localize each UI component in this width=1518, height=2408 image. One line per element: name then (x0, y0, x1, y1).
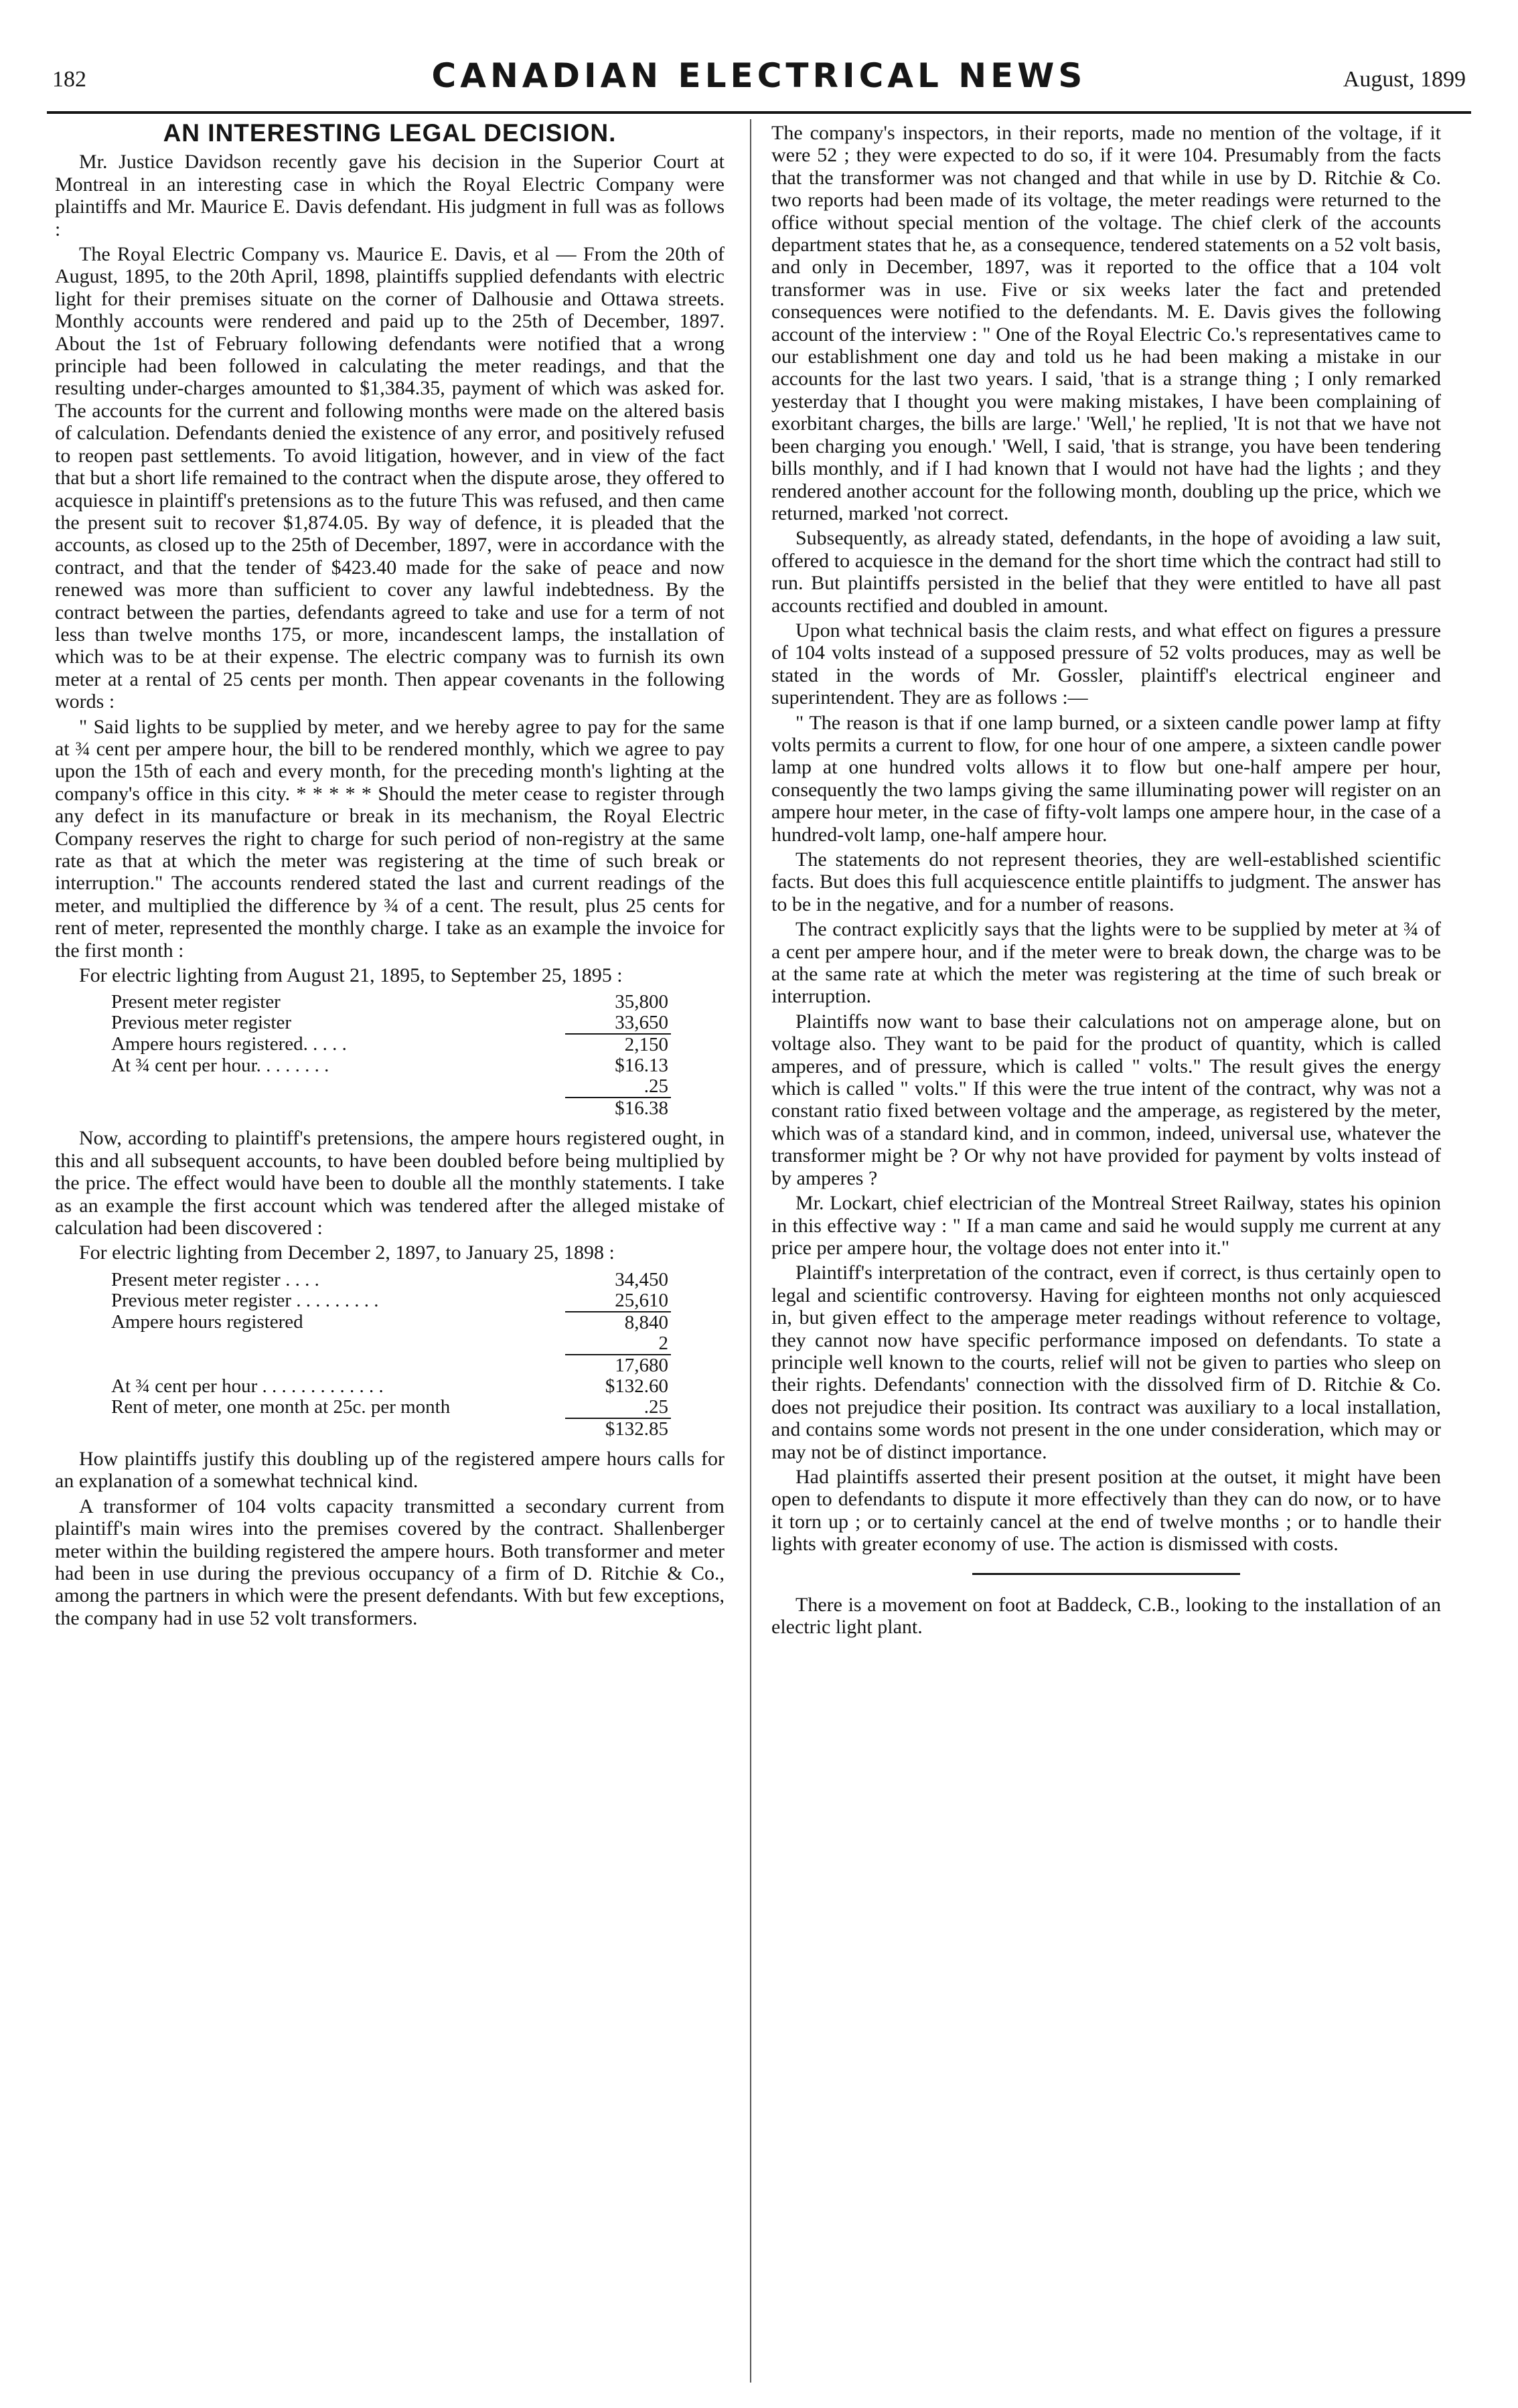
paragraph: Mr. Justice Davidson recently gave his decision in the Superior Court at Montreal in an interesting case in which the Royal Electric Company were plaintiffs and Mr. Maurice E. Davis defendant. His judgment in full was as follows : (55, 151, 725, 240)
invoice-label: Previous meter register . . . . . . . . . (111, 1289, 379, 1311)
paragraph: A transformer of 104 volts capacity transmitted a secondary current from plaintiff's main wires into the premises covered by the contract. Shallenberger meter within the building registered the ampere hours. Both transformer and meter had been in use during the previous occupancy of a firm of D. Ritchie & Co., among the partners in which were the present defendants. With but few exceptions, the company had in use 52 volt transformers. (55, 1495, 725, 1629)
invoice-total: $16.38 (615, 1098, 668, 1120)
invoice-label: Ampere hours registered (111, 1310, 303, 1333)
invoice-value: 8,840 (624, 1311, 668, 1333)
invoice-value: 25,610 (565, 1290, 671, 1312)
page-header (47, 54, 1471, 107)
article-title: AN INTERESTING LEGAL DECISION. (163, 119, 617, 147)
paragraph: Now, according to plaintiff's pretensions, the ampere hours registered ought, in this and all subsequent accounts, to have been doubled before being multiplied by the price. The effect would have been to double all the monthly statements. I take as an example the first account which was tendered after the alleged mistake of calculation had been discovered : (55, 1127, 725, 1239)
invoice-value: $16.13 (615, 1055, 668, 1077)
paragraph: Plaintiff's interpretation of the contract, even if correct, is thus certainly open to legal and scientific controversy. Having for eighteen months not only acquiesced in, but given effect to the amperage meter readings without reference to voltage, they cannot now have specific performance imposed on defendants. To state a principle well known to the courts, relief will not be given to parties who sleep on their rights. Defendants' connection with the dissolved firm of D. Ritchie & Co. does not prejudice their position. Its contract was auxiliary to a local installation, and contains some words not present in the one under consideration, which may or may not be of distinct importance. (771, 1262, 1441, 1463)
news-note: There is a movement on foot at Baddeck, C.B., looking to the installation of an electric light plant. (771, 1593, 1441, 1638)
invoice-value: $132.60 (605, 1375, 668, 1397)
invoice-label: Present meter register (111, 991, 281, 1013)
invoice-value: 33,650 (565, 1012, 671, 1034)
invoice-label: At ¾ cent per hour. . . . . . . . (111, 1055, 329, 1077)
invoice-label: Previous meter register (111, 1012, 291, 1034)
left-column (55, 119, 725, 1632)
paragraph: How plaintiffs justify this doubling up of the registered ampere hours calls for an explanation of a somewhat technical kind. (55, 1447, 725, 1493)
paragraph: Had plaintiffs asserted their present position at the outset, it might have been open to defendants to dispute it more effectively than they can do now, or to have it torn up ; or to certainly cancel at the end of twelve months ; or to handle their lights with greater economy of use. The action is dismissed with costs. (771, 1465, 1441, 1556)
invoice-label: Rent of meter, one month at 25c. per month (111, 1396, 451, 1418)
section-separator (972, 1573, 1240, 1575)
invoice-label: Ampere hours registered. . . . . (111, 1033, 347, 1055)
invoice-label: At ¾ cent per hour . . . . . . . . . . . . . (111, 1375, 384, 1397)
paragraph: The contract explicitly says that the lights were to be supplied by meter at ¾ of a cent per ampere hour, and if the meter were to break down, the charge was to be at the same rate at which the meter was registering at the time of such break or interruption. (771, 918, 1441, 1008)
page-number: 182 (52, 67, 86, 92)
masthead: CANADIAN ELECTRICAL NEWS (431, 56, 1087, 95)
invoice-label: Present meter register . . . . (111, 1268, 319, 1290)
invoice-value: 17,680 (615, 1354, 668, 1376)
invoice-table-2 (108, 1270, 671, 1440)
invoice-table-1 (108, 992, 671, 1119)
paragraph: For electric lighting from December 2, 1897, to January 25, 1898 : (79, 1241, 615, 1264)
invoice-value: 2,150 (624, 1034, 668, 1056)
paragraph: Mr. Lockart, chief electrician of the Montreal Street Railway, states his opinion in this effective way : " If a man came and said he would supply me current at any price per ampere hour, the voltage does not enter into it." (771, 1192, 1441, 1259)
right-column (771, 122, 1441, 1641)
paragraph: " Said lights to be supplied by meter, and we hereby agree to pay for the same at ¾ cent per ampere hour, the bill to be rendered monthly, which we agree to pay upon the 15th of each and every month, for the preceding month's lighting at the company's office in this city. * * * * * Should the meter cease to register through any defect in its manufacture or break in its mechanism, the Royal Electric Company reserves the right to charge for such period of non-registry at the same rate as that at which the meter was registering at the time of such break or interruption." The accounts rendered stated the last and current readings of the meter, and multiplied the difference by ¾ of a cent. The result, plus 25 cents for rent of meter, represented the monthly charge. I take as an example the invoice for the first month : (55, 715, 725, 962)
column-divider (750, 119, 751, 2383)
paragraph: For electric lighting from August 21, 1895, to September 25, 1895 : (79, 964, 623, 987)
invoice-value: 35,800 (615, 991, 668, 1013)
invoice-value: .25 (565, 1397, 671, 1418)
paragraph: " The reason is that if one lamp burned, or a sixteen candle power lamp at fifty volts permits a current to flow, for one hour of one ampere, a sixteen candle power lamp at one hundred volts allows it to flow but one-half ampere per hour, consequently the two lamps giving the same illuminating power will register on an ampere hour meter, in the case of fifty-volt lamps one ampere hour, in the case of a hundred-volt lamp, one-half ampere hour. (771, 711, 1441, 846)
issue-date: August, 1899 (1343, 67, 1466, 92)
header-rule (47, 111, 1471, 114)
paragraph: Upon what technical basis the claim rests, and what effect on figures a pressure of 104 volts instead of a supposed pressure of 52 volts produces, may as well be stated in the words of Mr. Gossler, plaintiff's electrical engineer and superintendent. They are as follows :— (771, 619, 1441, 709)
invoice-total: $132.85 (605, 1418, 668, 1440)
paragraph: The statements do not represent theories, they are well-established scientific facts. But does this full acquiescence entitle plaintiffs to judgment. The answer has to be in the negative, and for a number of reasons. (771, 848, 1441, 915)
invoice-value: 34,450 (615, 1268, 668, 1290)
paragraph: The company's inspectors, in their reports, made no mention of the voltage, if it were 52 ; they were expected to do so, if it were 104. Presumably from the facts that the transformer was not changed and that while in use by D. Ritchie & Co. two reports had been made of its voltage, the meter readings were returned to the office without special mention of the voltage. The chief clerk of the accounts department states that he, as a consequence, tendered statements on a 52 volt basis, and only in December, 1897, was it reported to the office that a 104 volt transformer was in use. Five or six weeks later the fact and pretended consequences were notified to the defendants. M. E. Davis gives the following account of the interview : " One of the Royal Electric Co.'s representatives came to our establishment one day and told us he had been making a mistake in our accounts for the last two years. I said, 'that is a strange thing ; I only remarked yesterday that I thought you were making mistakes, I have been complaining of exorbitant charges, the bills are large.' 'Well,' he replied, 'It is not that we have not been charging you enough.' 'Well, I said, 'that is strange, you have been tendering bills monthly, and if I had known that I would not have had the lights ; and they rendered another account for the following month, doubling up the price, which we returned, marked 'not correct. (771, 122, 1441, 524)
paragraph: Subsequently, as already stated, defendants, in the hope of avoiding a law suit, offered to acquiesce in the demand for the short time which the contract had still to run. But plaintiffs persisted in the belief that they were entitled to have all past accounts rectified and doubled in amount. (771, 527, 1441, 617)
paragraph: Plaintiffs now want to base their calculations not on amperage alone, but on voltage also. They want to be paid for the product of quantity, which is called amperes, and of pressure, which is called " volts." The result gives the energy which is called " volts." If this were the true intent of the contract, why was not a constant ratio fixed between voltage and the amperage, as registered by the meter, which was of a standard kind, and in common, indeed, universal use, whatever the transformer might be ? Or why not have provided for payment by volts instead of by amperes ? (771, 1010, 1441, 1189)
invoice-value: .25 (565, 1076, 671, 1098)
invoice-value: 2 (565, 1333, 671, 1355)
paragraph: The Royal Electric Company vs. Maurice E. Davis, et al — From the 20th of August, 1895, to the 20th April, 1898, plaintiffs supplied defendants with electric light for their premises situate on the corner of Dalhousie and Ottawa streets. Monthly accounts were rendered and paid up to the 25th of December, 1897. About the 1st of February following defendants were notified that a wrong principle had been followed in calculating the meter readings, and that the resulting under-charges amounted to $1,384.35, payment of which was asked for. The accounts for the current and following months were made on the altered basis of calculation. Defendants denied the existence of any error, and positively refused to reopen past settlements. To avoid litigation, however, and in view of the fact that but a short life remained to the contract when the dispute arose, they offered to acquiesce in plaintiff's pretensions as to the future This was refused, and then came the present suit to recover $1,874.05. By way of defence, it is pleaded that the accounts, as closed up to the 25th of December, 1897, were in accordance with the contract, and that the tender of $423.40 made for the sake of peace and now renewed was more than sufficient to cover any lawful indebtedness. By the contract between the parties, defendants agreed to take and use for a term of not less than twelve months 175, or more, incandescent lamps, the installation of which was to be at their expense. The electric company was to furnish its own meter at a rental of 25 cents per month. Then appear covenants in the following words : (55, 243, 725, 713)
